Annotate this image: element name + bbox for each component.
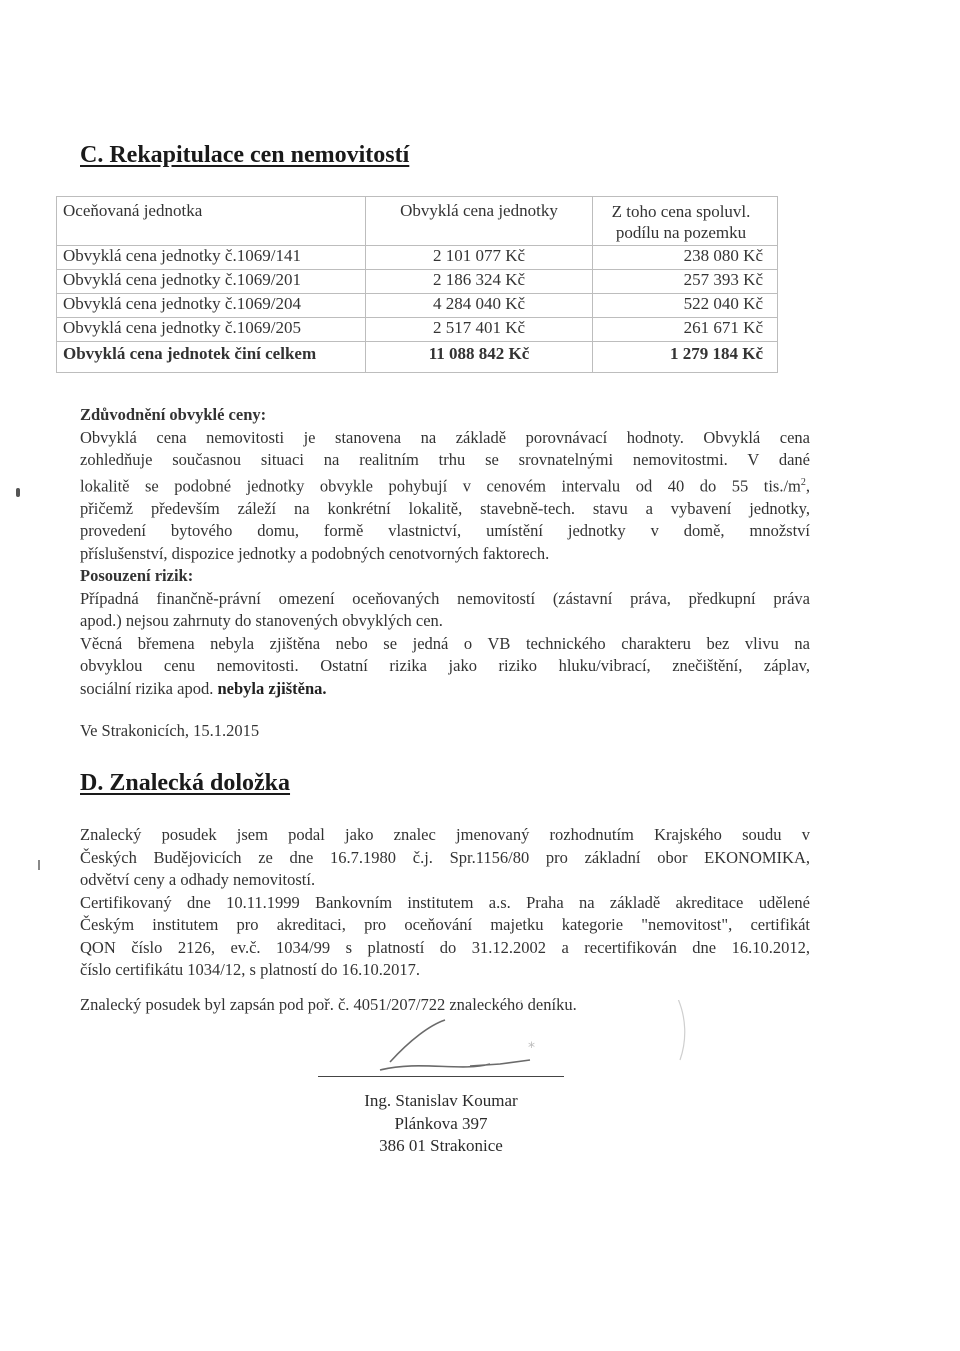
table-cell: 522 040 Kč [593,294,778,318]
scan-mark [16,488,20,497]
text-line: příslušenství, dispozice jednotky a podobných cenotvorných faktorech. [80,543,550,563]
text-line: obvyklou cenu nemovitosti. Ostatní rizika jako riziko hluku/vibrací, znečištění, záplav, [80,656,810,675]
table-cell: 2 517 401 Kč [366,318,593,342]
text-line: zohledňuje současnou situaci na realitním trhu se srovnatelnými nemovitostmi. V dané [80,450,810,469]
text-line: číslo certifikátu 1034/12, s platností do 16.10.2017. [80,960,421,979]
text-line: provedení bytového domu, formě vlastnictví, umístění jednotky v domě, množství [80,521,810,540]
risks-last-bold: nebyla zjištěna. [217,678,327,698]
justification-heading: Zdůvodnění obvyklé ceny: [80,405,267,424]
table-cell: 261 671 Kč [593,318,778,342]
risks-last-plain: sociální rizika apod. [80,678,218,698]
signature-scribble [380,1020,530,1070]
total-label: Obvyklá cena jednotek činí celkem [57,342,366,373]
table-cell: 4 284 040 Kč [366,294,593,318]
table-total-row [57,342,778,373]
risks-heading: Posouzení rizik: [80,566,194,585]
text-line: Věcná břemena nebyla zjištěna nebo se jedná o VB technického charakteru bez vlivu na [80,633,810,653]
total-land-share: 1 279 184 Kč [593,342,778,373]
table-cell: Obvyklá cena jednotky č.1069/201 [57,270,366,294]
text-line: Znalecký posudek jsem podal jako znalec jmenovaný rozhodnutím Krajského soudu v [80,825,810,844]
table-row [57,270,778,294]
section-d-title: D. Znalecká doložka [80,770,291,796]
text-line-with-sup [80,472,810,498]
signature-line [318,1076,564,1077]
table-cell: 2 101 077 Kč [366,246,593,270]
expert-clause [80,824,810,982]
signer-name: Ing. Stanislav Koumar [364,1091,518,1110]
text-line: Případná finančně-právní omezení oceňovaných nemovitostí (zástavní práva, předkupní práva [80,588,810,608]
text-line: Českým institutem pro akreditaci, pro oceňování majetku kategorie "nemovitost", certifikát [80,915,810,934]
justification-block [80,404,810,700]
table-cell: Obvyklá cena jednotky č.1069/205 [57,318,366,342]
table-cell: Obvyklá cena jednotky č.1069/141 [57,246,366,270]
superscript: 2 [800,476,806,488]
table-row [57,294,778,318]
signature-block [318,1090,564,1158]
text-line: Obvyklá cena nemovitosti je stanovena na základě porovnávací hodnoty. Obvyklá cena [80,427,810,447]
signer-street: Plánkova 397 [394,1113,488,1133]
place-date: Ve Strakonicích, 15.1.2015 [80,721,260,740]
recap-table [56,196,778,373]
text-line: odvětví ceny a odhady nemovitostí. [80,870,316,889]
section-c-title: C. Rekapitulace cen nemovitostí [80,142,410,168]
table-header-row [57,197,778,246]
text-line: lokalitě se podobné jednotky obvykle pohybují v cenovém intervalu od 40 do 55 tis./m [80,476,801,495]
table-row [57,246,778,270]
total-price: 11 088 842 Kč [366,342,593,373]
comma: , [805,476,810,495]
text-line: Certifikovaný dne 10.11.1999 Bankovním institutem a.s. Praha na základě akreditace udělené [80,892,810,912]
table-cell: 2 186 324 Kč [366,270,593,294]
header-land-share-line1: Z toho cena spoluvl. [611,202,751,221]
text-line: přičemž především záleží na konkrétní lokalitě, stavebně-tech. stavu a vybavení jednotky, [80,498,810,518]
text-line: apod.) nejsou zahrnuty do stanovených obvyklých cen. [80,611,443,630]
header-land-share [593,197,778,246]
text-line: Českých Budějovicích ze dne 16.7.1980 č.j. Spr.1156/80 pro základní obor EKONOMIKA, [80,847,810,867]
text-line: QON číslo 2126, ev.č. 1034/99 s platností do 31.12.2002 a recertifikován dne 16.10.2012, [80,937,810,957]
header-land-share-line2: podílu na pozemku [615,223,747,242]
text-line [80,678,810,701]
stamp-arc [520,1000,685,1060]
table-cell: 238 080 Kč [593,246,778,270]
signature-stamp-graphic [350,1000,690,1100]
scan-mark [38,860,40,870]
table-cell: Obvyklá cena jednotky č.1069/204 [57,294,366,318]
table-row [57,318,778,342]
register-line: Znalecký posudek byl zapsán pod poř. č. 4051/207/722 znaleckého deníku. [80,995,577,1014]
stamp-star: * [528,1040,535,1056]
header-price: Obvyklá cena jednotky [366,197,593,246]
signer-city: 386 01 Strakonice [379,1136,503,1155]
header-unit: Oceňovaná jednotka [57,197,366,246]
table-cell: 257 393 Kč [593,270,778,294]
